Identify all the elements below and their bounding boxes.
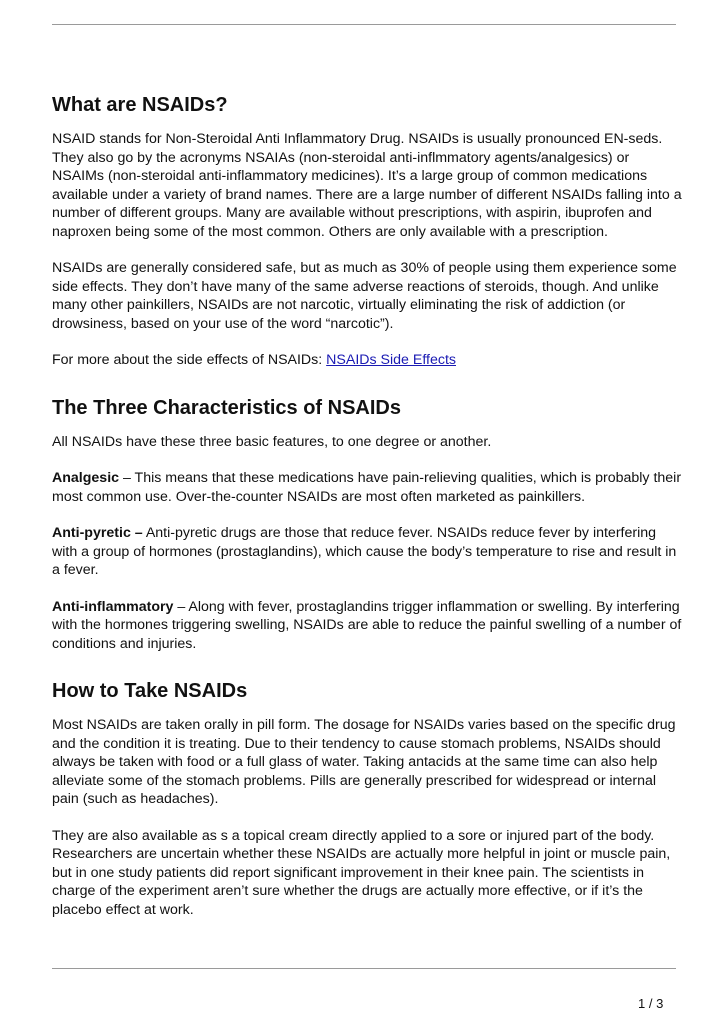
side-effects-link[interactable]: NSAIDs Side Effects <box>326 352 456 368</box>
paragraph-oral-dosage: Most NSAIDs are taken orally in pill form. The dosage for NSAIDs varies based on the specific drug and the condition it is treating. Due to their tendency to cause stomach problems, NSAIDs should always be taken with food or a full glass of water. Taking antacids at the same time can also help alleviate some of the stomach problems. Pills are generally prescribed for widespread or internal pain (such as headaches). <box>52 717 676 807</box>
link-intro-text: For more about the side effects of NSAIDs: <box>52 352 327 368</box>
paragraph-topical-cream: They are also available as s a topical cream directly applied to a sore or injured part of the body. Researchers are uncertain whether these NSAIDs are actually more helpful in joint or muscle pain, but in one study patients did report significant improvement in their knee pain. The scientists in charge of the experiment aren’t sure whether the drugs are actually more effective, or if it’s the placebo effect at work. <box>52 827 671 918</box>
text-anti-inflammatory: – Along with fever, prostaglandins trigger inflammation or swelling. By interfering with the hormones triggering swelling, NSAIDs are able to reduce the painful swelling of a number of conditions and injuries. <box>52 598 682 652</box>
paragraph-side-effects-link <box>52 351 682 370</box>
text-anti-pyretic: Anti-pyretic drugs are those that reduce fever. NSAIDs reduce fever by interfering with a group of hormones (prostaglandins), which cause the body’s temperature to rise and result in a fever. <box>52 525 677 578</box>
item-anti-inflammatory <box>52 598 682 654</box>
paragraph-safety: NSAIDs are generally considered safe, but as much as 30% of people using them experience some side effects. They don’t have many of the same adverse reactions of steroids, though. And unlike many other painkillers, NSAIDs are not narcotic, virtually eliminating the risk of addiction (or drowsiness, based on your use of the word “narcotic”). <box>52 260 677 332</box>
bottom-rule <box>52 968 676 969</box>
top-rule <box>52 24 676 25</box>
heading-how-to-take: How to Take NSAIDs <box>52 680 248 702</box>
item-analgesic <box>52 469 682 506</box>
term-anti-pyretic: Anti-pyretic – <box>52 525 143 541</box>
text-analgesic: – This means that these medications have pain-relieving qualities, which is probably their most common use. Over-the-counter NSAIDs are most often marketed as painkillers. <box>52 470 682 505</box>
page-number: 1 / 3 <box>638 996 664 1011</box>
paragraph-characteristics-intro: All NSAIDs have these three basic features, to one degree or another. <box>52 433 492 450</box>
term-analgesic: Analgesic <box>52 470 120 486</box>
term-anti-inflammatory: Anti-inflammatory <box>52 598 174 615</box>
document-body <box>52 92 682 919</box>
heading-what-are-nsaids: What are NSAIDs? <box>52 94 228 116</box>
heading-three-characteristics: The Three Characteristics of NSAIDs <box>52 396 401 419</box>
item-anti-pyretic <box>52 524 682 580</box>
paragraph-definition: NSAID stands for Non-Steroidal Anti Inflammatory Drug. NSAIDs is usually pronounced EN-seds. They also go by the acronyms NSAIAs (non-steroidal anti-inflmmatory agents/analgesics) or NSAIMs (non-steroidal anti-inflammatory medicines). It’s a large group of common medications available under a variety of brand names. There are a large number of different NSAIDs falling into a number of different groups. Many are available without prescriptions, with aspirin, ibuprofen and naproxen being some of the most common. Others are only available with a prescription. <box>52 131 682 240</box>
